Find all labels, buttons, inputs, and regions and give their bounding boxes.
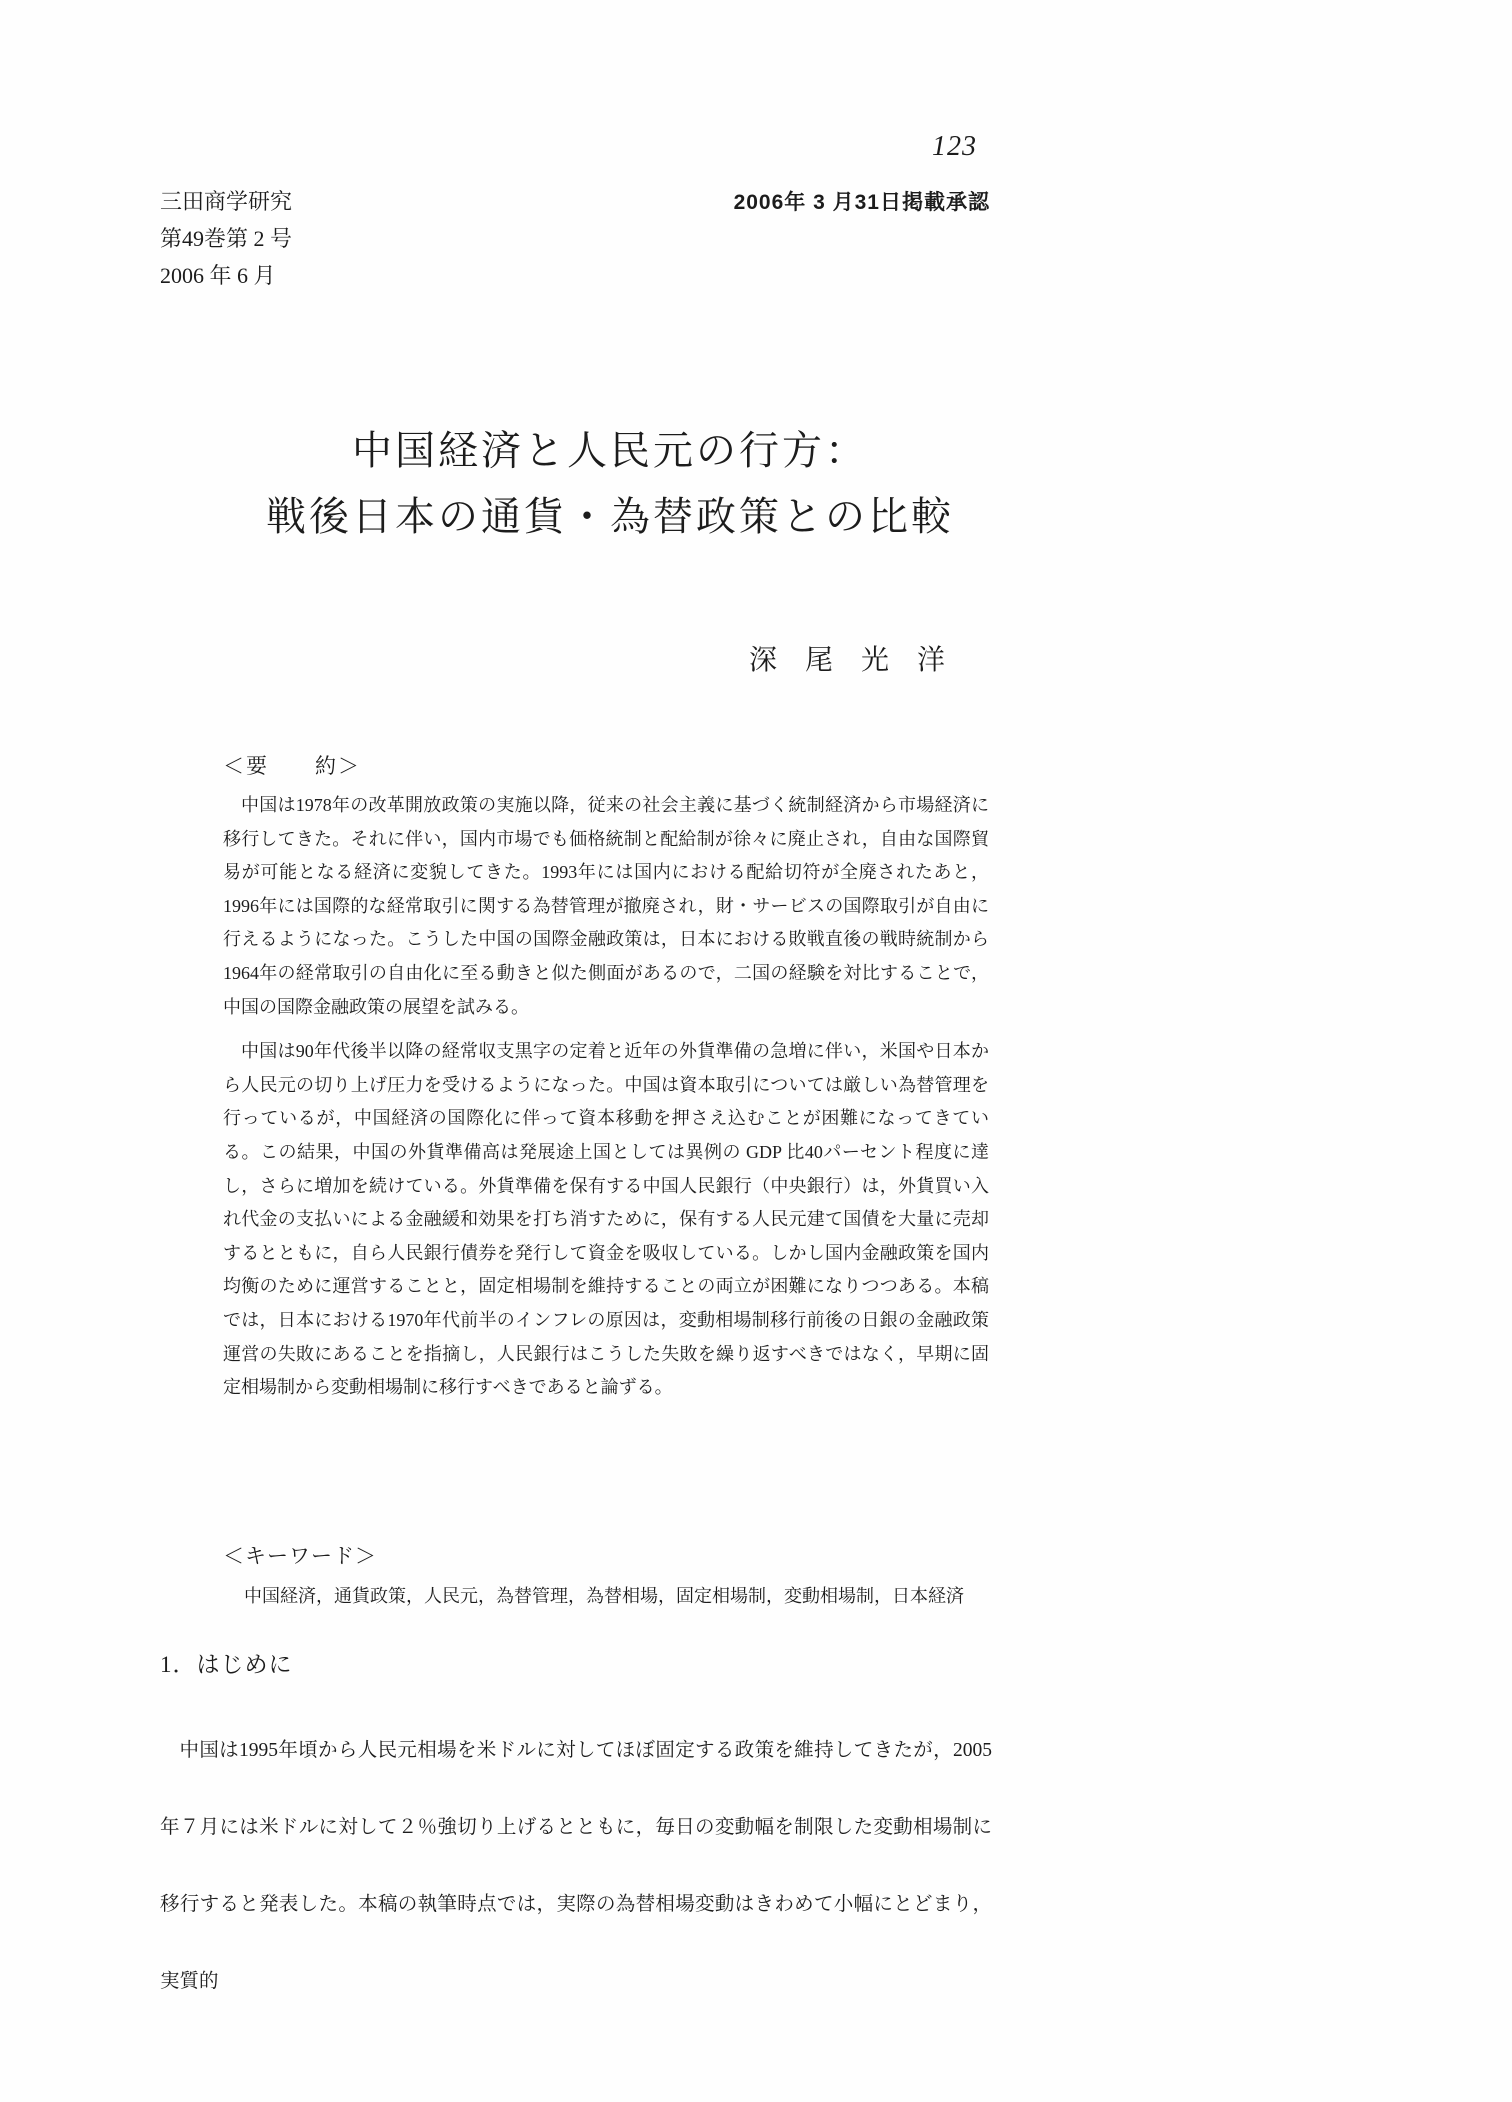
journal-issue-date: 2006 年 6 月 [160,263,276,288]
journal-volume-issue: 第49巻第 2 号 [160,226,293,251]
journal-info-block [160,183,292,294]
section-1-heading: 1．はじめに [160,1652,293,1677]
intro-paragraph-text: 中国は1995年頃から人民元相場を米ドルに対してほぼ固定する政策を維持してきたが，2005年７月には米ドルに対して２％強切り上げるとともに，毎日の変動幅を制限した変動相場制に移行すると発表した。本稿の執筆時点では，実際の為替相場変動はきわめて小幅にとどまり，実質的 [160,1740,992,1992]
paper-title-line2: 戦後日本の通貨・為替政策との比較 [266,494,954,539]
abstract-body [223,789,989,1405]
paper-title-line1: 中国経済と人民元の行方： [352,428,868,473]
abstract-paragraph-2: 中国は90年代後半以降の経常収支黒字の定着と近年の外貨準備の急増に伴い，米国や日本から人民元の切り上げ圧力を受けるようになった。中国は資本取引については厳しい為替管理を行っているが，中国経済の国際化に伴って資本移動を押さえ込むことが困難になってきている。この結果，中国の外貨準備高は発展途上国としては異例の GDP 比40パーセント程度に達し，さらに増加を続けている。外貨準備を保有する中国人民銀行（中央銀行）は，外貨買い入れ代金の支払いによる金融緩和効果を打ち消すために，保有する人民元建て国債を大量に売却するとともに，自ら人民銀行債券を発行して資金を吸収している。しかし国内金融政策を国内均衡のために運営することと，固定相場制を維持することの両立が困難になりつつある。本稿では，日本における1970年代前半のインフレの原因は，変動相場制移行前後の日銀の金融政策運営の失敗にあることを指摘し，人民銀行はこうした失敗を繰り返すべきではなく，早期に固定相場制から変動相場制に移行すべきであると論ずる。 [223,1041,989,1398]
publication-approval-note: 2006年 3 月31日掲載承認 [733,191,990,214]
abstract-heading: ＜要 約＞ [223,754,361,778]
keywords-list: 中国経済，通貨政策，人民元，為替管理，為替相場，固定相場制，変動相場制，日本経済 [244,1586,964,1606]
keywords-heading: ＜キーワード＞ [223,1544,377,1568]
paper-title [160,418,1060,550]
journal-name: 三田商学研究 [160,189,293,214]
abstract-paragraph-1: 中国は1978年の改革開放政策の実施以降，従来の社会主義に基づく統制経済から市場経済に移行してきた。それに伴い，国内市場でも価格統制と配給制が徐々に廃止され，自由な国際貿易が可能となる経済に変貌してきた。1993年には国内における配給切符が全廃されたあと，1996年には国際的な経常取引に関する為替管理が撤廃され，財・サービスの国際取引が自由に行えるようになった。こうした中国の国際金融政策は，日本における敗戦直後の戦時統制から1964年の経常取引の自由化に至る動きと似た側面があるので，二国の経験を対比することで，中国の国際金融政策の展望を試みる。 [223,795,989,1017]
page-number: 123 [932,131,977,162]
section-1-body [160,1712,992,2020]
author-name: 深 尾 光 洋 [748,645,945,676]
